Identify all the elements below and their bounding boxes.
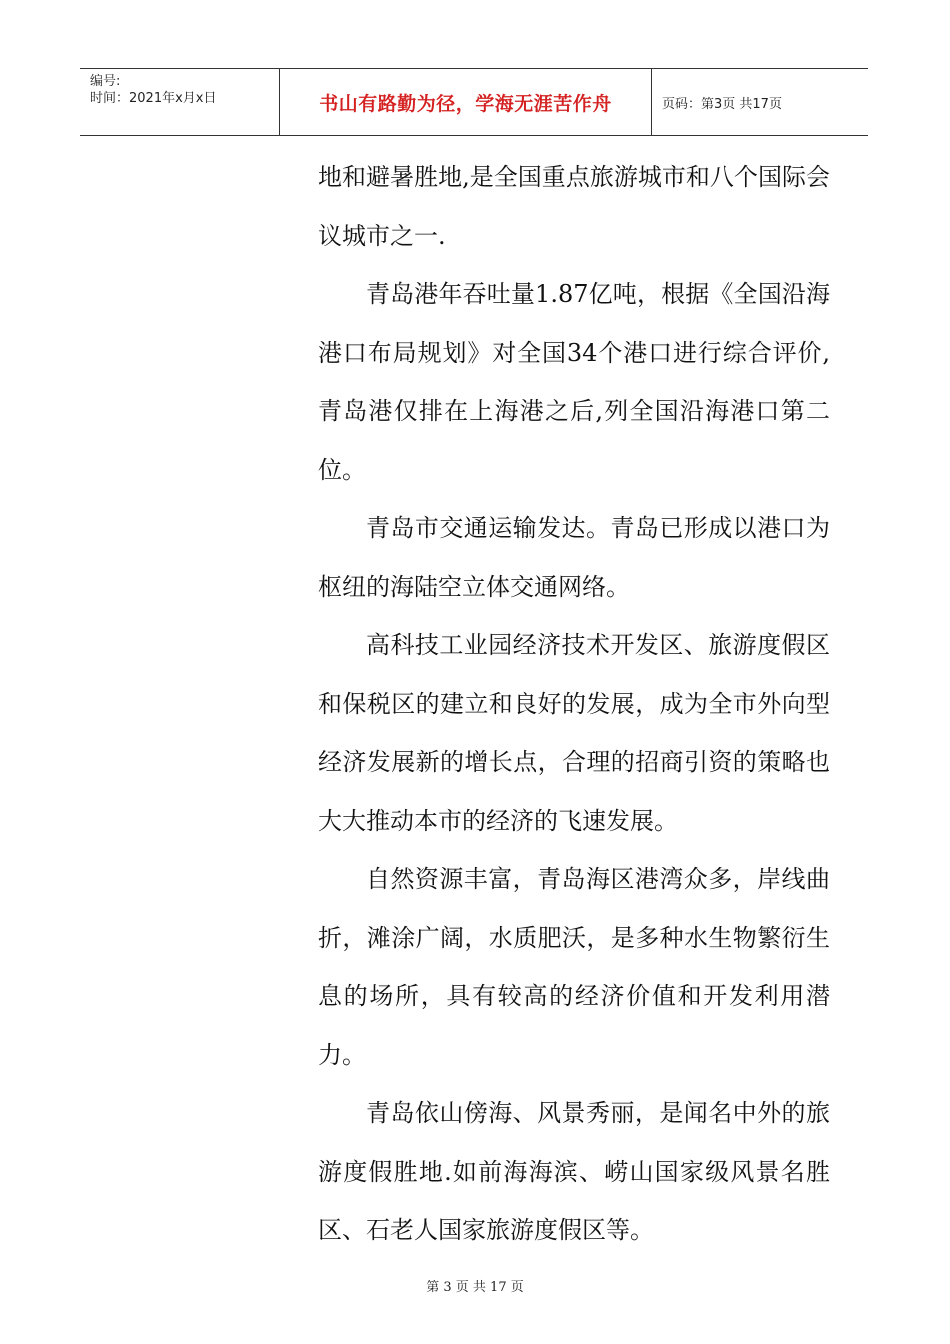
header-page-info: 页码：第3页 共17页	[662, 96, 782, 112]
header-motto: 书山有路勤为径，学海无涯苦作舟	[280, 69, 652, 135]
page-header	[80, 68, 868, 136]
number-label: 编号:	[90, 74, 121, 89]
paragraph: 地和避暑胜地,是全国重点旅游城市和八个国际会议城市之一.	[318, 163, 830, 250]
paragraph: 青岛市交通运输发达。青岛已形成以港口为枢纽的海陆空立体交通网络。	[318, 514, 830, 601]
paragraph: 高科技工业园经济技术开发区、旅游度假区和保税区的建立和良好的发展，成为全市外向型经济发展新的增长点，合理的招商引资的策略也大大推动本市的经济的飞速发展。	[318, 631, 830, 835]
time-label: 时间：2021年x月x日	[90, 91, 217, 106]
paragraph: 青岛港年吞吐量1.87亿吨，根据《全国沿海港口布局规划》对全国34个港口进行综合评价,青岛港仅排在上海港之后,列全国沿海港口第二位。	[318, 280, 830, 484]
paragraph: 青岛依山傍海、风景秀丽，是闻名中外的旅游度假胜地.如前海海滨、崂山国家级风景名胜区、石老人国家旅游度假区等。	[318, 1099, 830, 1244]
document-body	[318, 148, 830, 1260]
page-footer: 第 3 页 共 17 页	[426, 1280, 524, 1295]
header-meta	[80, 69, 280, 135]
paragraph: 自然资源丰富，青岛海区港湾众多，岸线曲折，滩涂广阔，水质肥沃，是多种水生物繁衍生息的场所，具有较高的经济价值和开发利用潜力。	[318, 865, 830, 1069]
